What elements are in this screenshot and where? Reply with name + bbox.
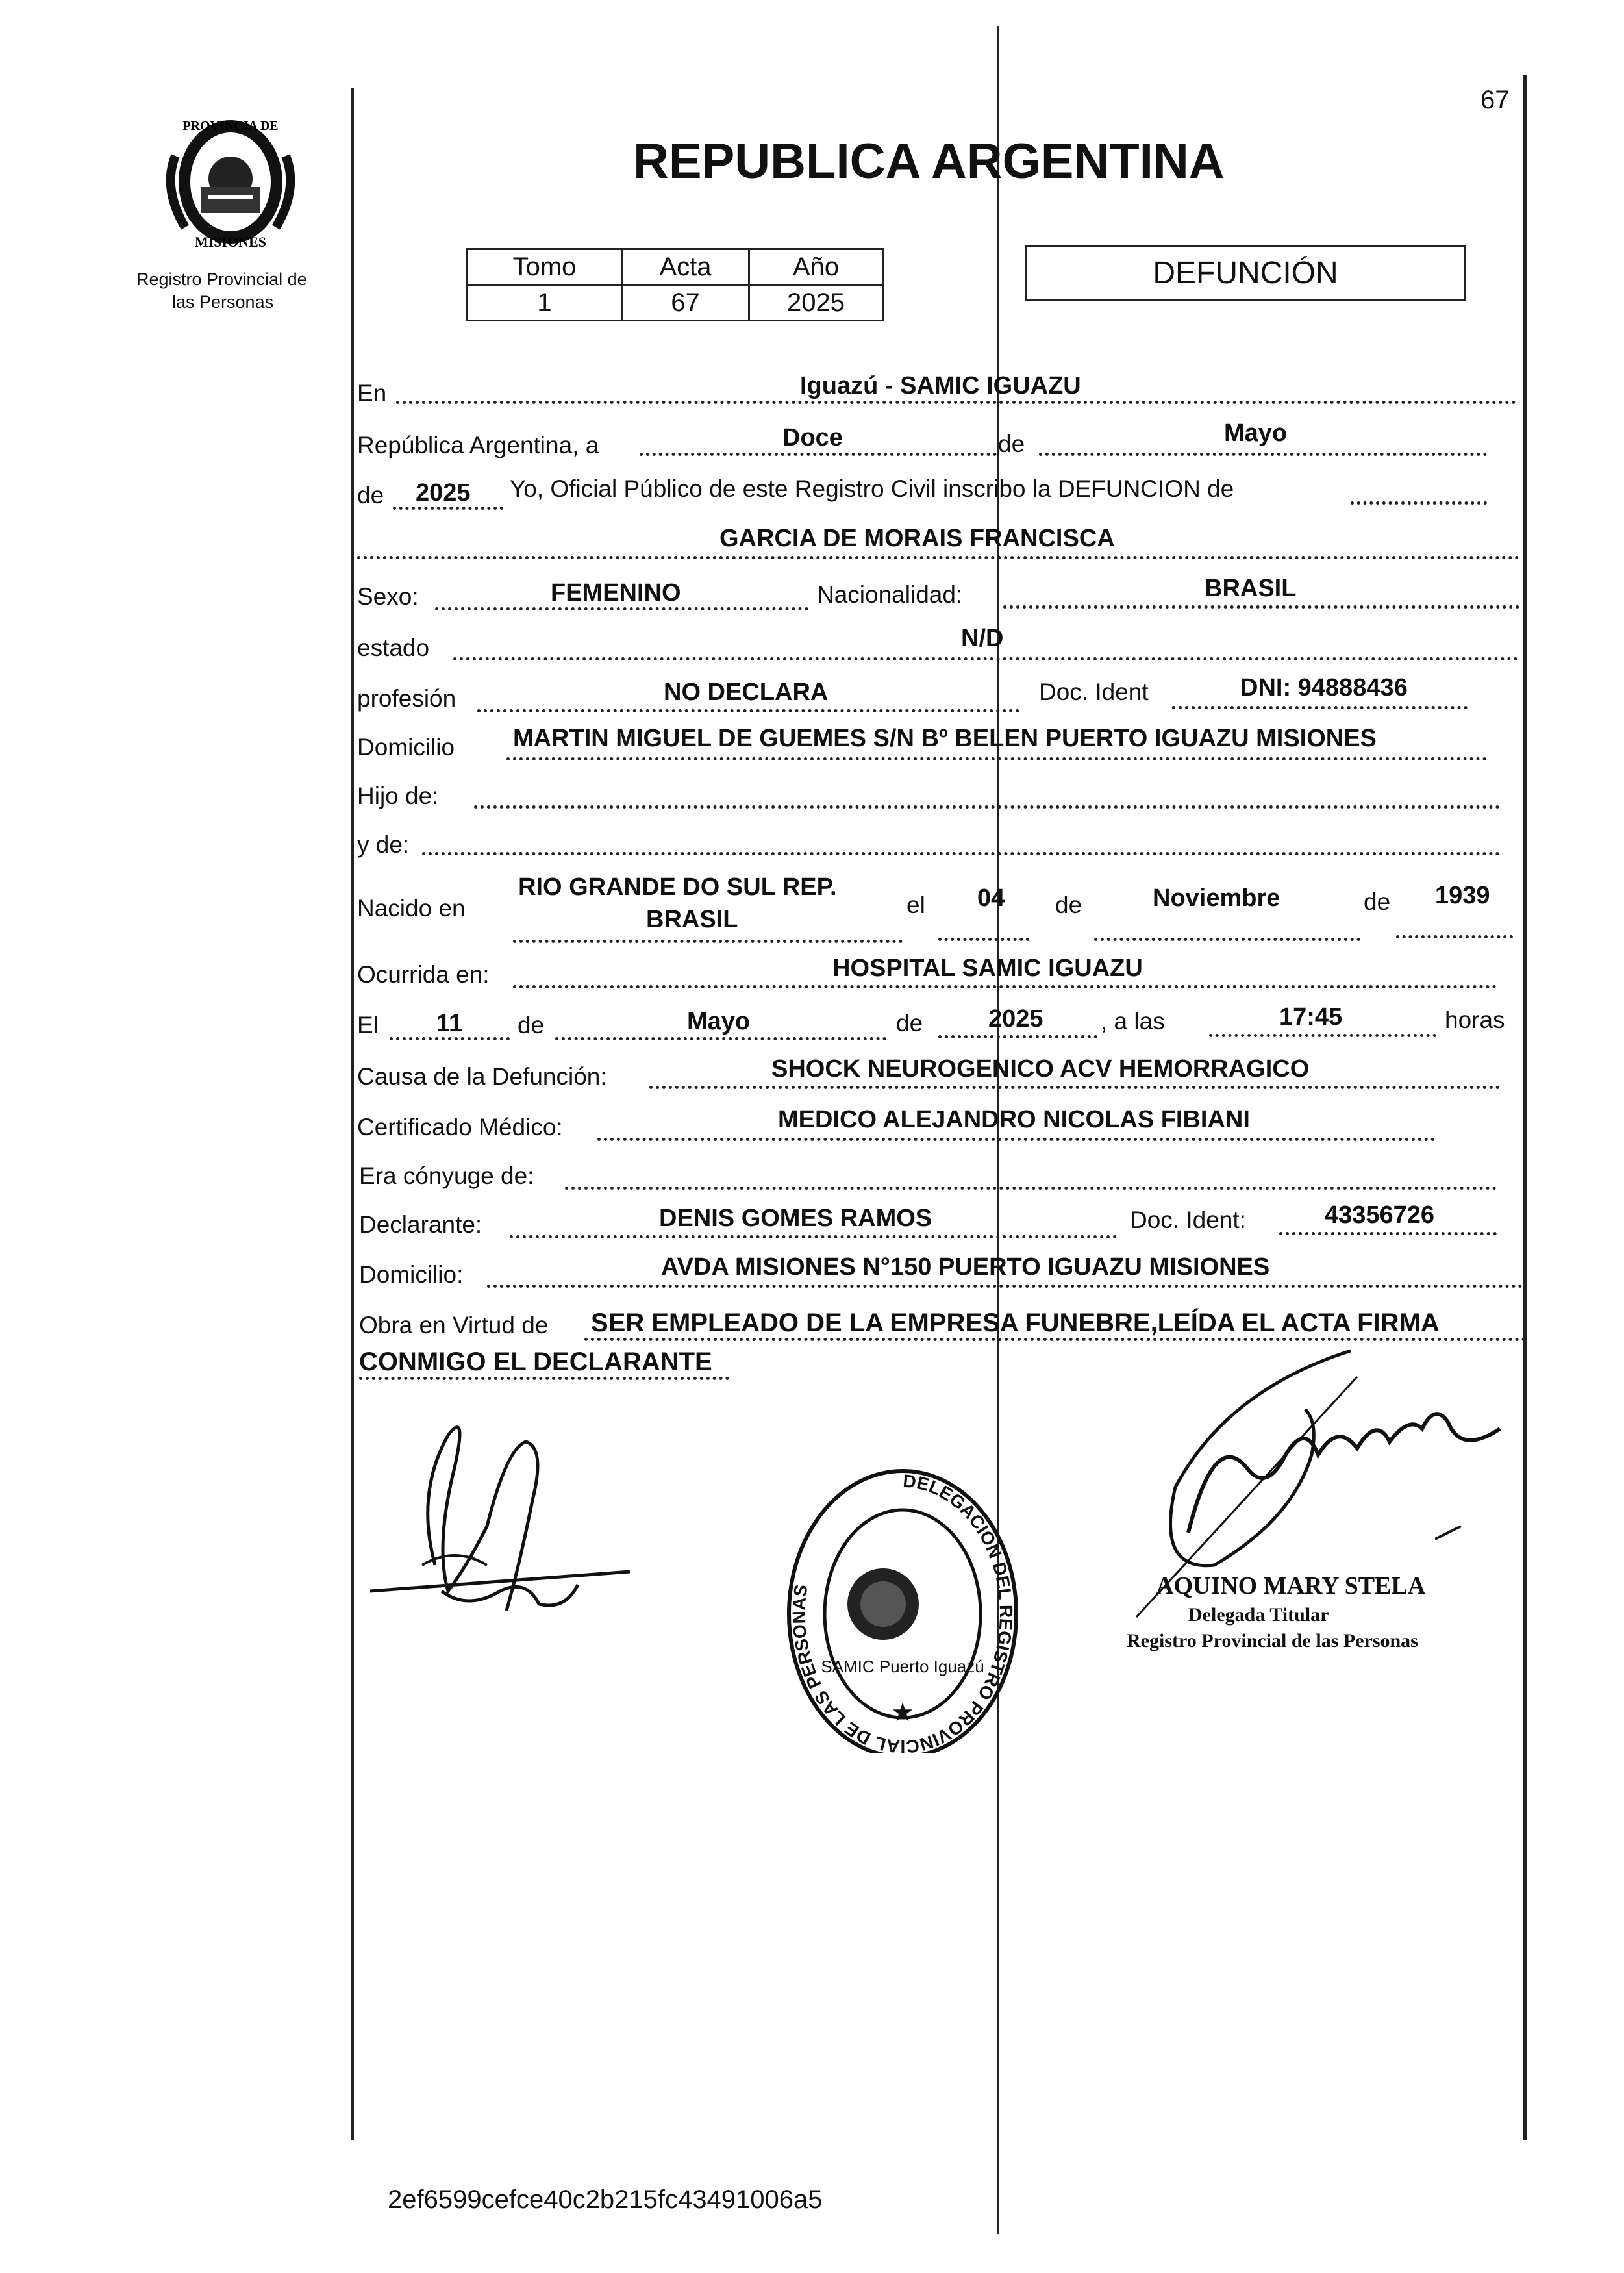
- certificado-dots: [597, 1138, 1435, 1141]
- yde-dots: [422, 852, 1500, 855]
- doc-label: Doc. Ident: [1039, 679, 1149, 705]
- ocurrida-label: Ocurrida en:: [357, 961, 490, 988]
- sexo-value: FEMENINO: [551, 579, 681, 607]
- de2-label: de: [357, 482, 384, 509]
- el-label: el: [906, 892, 925, 918]
- estado-value: N/D: [961, 625, 1004, 652]
- profesion-dots: [477, 709, 1019, 712]
- def-mes-value: Mayo: [687, 1008, 751, 1035]
- nac-mes-value: Noviembre: [1153, 885, 1280, 912]
- provincial-seal: [156, 104, 305, 253]
- obra-value-line2: CONMIGO EL DECLARANTE: [359, 1348, 712, 1376]
- horas-label: horas: [1445, 1007, 1505, 1033]
- svg-text:DELEGACION DEL REGISTRO PROVIN: DELEGACION DEL REGISTRO PROVINCIAL DE LAS PERSONAS: [788, 1470, 1017, 1753]
- causa-value: SHOCK NEUROGENICO ACV HEMORRAGICO: [771, 1055, 1310, 1083]
- causa-dots: [649, 1086, 1500, 1089]
- domicilio-dots: [506, 757, 1487, 760]
- oficial-dots: [1351, 501, 1487, 505]
- de5-label: de: [518, 1012, 545, 1038]
- def-mes-dots: [555, 1037, 886, 1040]
- def-dia-dots: [390, 1037, 510, 1040]
- domicilio2-value: AVDA MISIONES N°150 PUERTO IGUAZU MISIONES: [661, 1253, 1270, 1281]
- estado-label: estado: [357, 634, 430, 661]
- sexo-dots: [435, 607, 808, 610]
- profesion-value: NO DECLARA: [664, 679, 829, 706]
- conyuge-dots: [565, 1187, 1497, 1190]
- en-dots: [396, 401, 1516, 404]
- alas-label: , a las: [1101, 1008, 1165, 1035]
- dia-dots: [640, 453, 997, 456]
- nacido-value-line2: BRASIL: [646, 906, 738, 933]
- nacido-dots: [513, 940, 903, 943]
- table-header: Tomo: [468, 249, 622, 285]
- officer-name: AQUINO MARY STELA: [1156, 1572, 1426, 1600]
- page-title: REPUBLICA ARGENTINA: [633, 134, 1225, 189]
- nacionalidad-label: Nacionalidad:: [817, 581, 963, 608]
- republica-label: República Argentina, a: [357, 432, 599, 458]
- svg-text:PROVINCIA DE: PROVINCIA DE: [182, 119, 279, 133]
- mes-value: Mayo: [1224, 420, 1288, 447]
- officer-title: Delegada Titular: [1188, 1604, 1329, 1626]
- nombre-dots: [357, 556, 1519, 559]
- official-stamp: [779, 1448, 1026, 1753]
- table-cell: 1: [468, 285, 622, 321]
- table-cell: 67: [622, 285, 749, 321]
- hijo-label: Hijo de:: [357, 783, 439, 809]
- anio-value: 2025: [416, 479, 471, 507]
- de-label: de: [998, 431, 1025, 457]
- obra-dots-2: [359, 1377, 729, 1380]
- table-header: Acta: [622, 249, 749, 285]
- de6-label: de: [896, 1010, 923, 1036]
- nac-dia-value: 04: [977, 885, 1005, 912]
- dia-value: Doce: [782, 424, 843, 451]
- oficial-text: Yo, Oficial Público de este Registro Civil inscribo la DEFUNCION de: [510, 475, 1234, 502]
- en-label: En: [357, 380, 387, 407]
- right-margin-line: [1523, 75, 1527, 2140]
- nac-anio-value: 1939: [1435, 882, 1490, 909]
- domicilio2-label: Domicilio:: [359, 1261, 464, 1288]
- nacionalidad-dots: [1003, 605, 1519, 609]
- de4-label: de: [1364, 888, 1391, 915]
- causa-label: Causa de la Defunción:: [357, 1063, 607, 1090]
- domicilio-label: Domicilio: [357, 734, 455, 760]
- mes-dots: [1039, 453, 1487, 456]
- ocurrida-value: HOSPITAL SAMIC IGUAZU: [832, 955, 1143, 982]
- doc-value: DNI: 94888436: [1240, 674, 1408, 701]
- nacido-label: Nacido en: [357, 895, 466, 922]
- svg-text:SAMIC Puerto Iguazú: SAMIC Puerto Iguazú: [821, 1657, 984, 1676]
- de3-label: de: [1055, 892, 1082, 918]
- doc2-label: Doc. Ident:: [1130, 1207, 1246, 1233]
- certificado-label: Certificado Médico:: [357, 1114, 563, 1140]
- nombre-value: GARCIA DE MORAIS FRANCISCA: [719, 525, 1115, 552]
- def-anio-value: 2025: [988, 1005, 1043, 1033]
- nac-mes-dots: [1094, 938, 1360, 941]
- hora-dots: [1209, 1034, 1436, 1037]
- table-header: Año: [749, 249, 883, 285]
- nacido-value-line1: RIO GRANDE DO SUL REP.: [518, 873, 837, 901]
- def-dia-value: 11: [436, 1010, 463, 1037]
- el2-label: El: [357, 1012, 379, 1038]
- doc2-value: 43356726: [1325, 1201, 1435, 1229]
- estado-dots: [453, 657, 1518, 660]
- officer-signature: [1097, 1325, 1513, 1650]
- declarante-value: DENIS GOMES RAMOS: [659, 1205, 932, 1232]
- record-table: [466, 248, 884, 321]
- sexo-label: Sexo:: [357, 583, 419, 610]
- nac-dia-dots: [938, 938, 1029, 941]
- nacionalidad-value: BRASIL: [1205, 575, 1297, 602]
- doc-dots: [1172, 706, 1468, 709]
- declarante-dots: [510, 1235, 1117, 1238]
- anio-dots: [393, 507, 503, 510]
- yde-label: y de:: [357, 831, 410, 858]
- declarante-label: Declarante:: [359, 1211, 482, 1238]
- certificado-value: MEDICO ALEJANDRO NICOLAS FIBIANI: [778, 1106, 1250, 1133]
- en-value: Iguazú - SAMIC IGUAZU: [800, 372, 1081, 399]
- left-margin-line: [351, 88, 354, 2140]
- record-type: DEFUNCIÓN: [1153, 256, 1338, 290]
- doc2-dots: [1279, 1232, 1497, 1235]
- domicilio2-dots: [487, 1285, 1523, 1288]
- table-cell: 2025: [749, 285, 883, 321]
- registry-name-line1: Registro Provincial de: [136, 270, 307, 289]
- obra-value-line1: SER EMPLEADO DE LA EMPRESA FUNEBRE,LEÍDA EL ACTA FIRMA: [591, 1309, 1440, 1337]
- def-anio-dots: [938, 1035, 1097, 1038]
- nac-anio-dots: [1396, 935, 1513, 938]
- svg-text:★: ★: [891, 1698, 914, 1727]
- svg-text:MISIONES: MISIONES: [194, 234, 267, 250]
- registry-name-line2: las Personas: [172, 292, 274, 312]
- page-number: 67: [1480, 86, 1510, 114]
- conyuge-label: Era cónyuge de:: [359, 1162, 534, 1189]
- hijo-dots: [474, 805, 1500, 809]
- obra-label: Obra en Virtud de: [359, 1312, 549, 1338]
- domicilio-value: MARTIN MIGUEL DE GUEMES S/N Bº BELEN PUERTO IGUAZU MISIONES: [513, 725, 1377, 752]
- hora-value: 17:45: [1279, 1003, 1343, 1031]
- profesion-label: profesión: [357, 685, 456, 712]
- document-hash: 2ef6599cefce40c2b215fc43491006a5: [388, 2185, 823, 2214]
- record-type-box: [1025, 245, 1466, 301]
- officer-office: Registro Provincial de las Personas: [1127, 1630, 1418, 1651]
- ocurrida-dots: [513, 985, 1497, 988]
- declarant-signature: [357, 1396, 656, 1643]
